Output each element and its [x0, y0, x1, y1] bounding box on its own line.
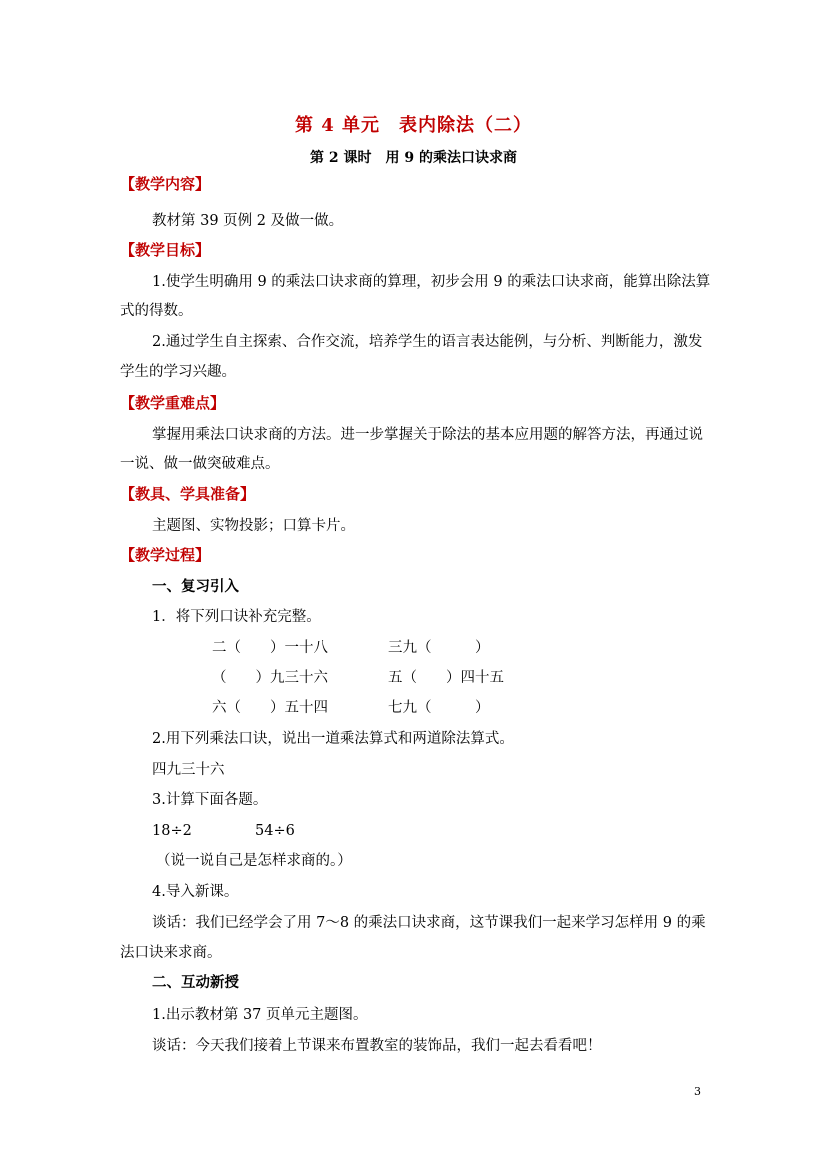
keypoints-text: 一说、做一做突破难点。 — [120, 456, 280, 472]
page-number: 3 — [694, 1085, 701, 1098]
talk-text: 谈话：今天我们接着上节课来布置教室的装饰品，我们一起去看看吧！ — [152, 1038, 602, 1054]
section-heading-process: 【教学过程】 — [120, 546, 211, 564]
goals-text: 式的得数。 — [120, 303, 193, 319]
unit-title: 第 4 单元 表内除法（二） — [294, 115, 533, 136]
question-1: 1．将下列口诀补充完整。 — [152, 609, 321, 625]
question-2-example: 四九三十六 — [152, 762, 225, 778]
section-heading-keypoints: 【教学重难点】 — [120, 394, 226, 412]
question-4: 4.导入新课。 — [152, 884, 239, 900]
section-heading-materials: 【教具、学具准备】 — [120, 485, 256, 503]
section-heading-content: 【教学内容】 — [120, 175, 211, 193]
fill-in-item: （ ）九三十六 — [212, 670, 328, 686]
fill-in-item: 三九（ ） — [388, 640, 490, 656]
question-3: 3.计算下面各题。 — [152, 792, 268, 808]
part2-title: 二、互动新授 — [152, 974, 239, 991]
lesson-subtitle: 第 2 课时 用 9 的乘法口诀求商 — [310, 150, 517, 166]
part2-item-1: 1.出示教材第 37 页单元主题图。 — [152, 1007, 368, 1023]
goals-text: 1.使学生明确用 9 的乘法口诀求商的算理，初步会用 9 的乘法口诀求商，能算出除法算 — [152, 274, 711, 290]
section-heading-goals: 【教学目标】 — [120, 241, 211, 259]
calculation-item: 18÷2 — [152, 823, 192, 839]
fill-in-item: 七九（ ） — [388, 700, 490, 716]
talk-text: 谈话：我们已经学会了用 7～8 的乘法口诀求商，这节课我们一起来学习怎样用 9 的乘 — [152, 915, 706, 931]
fill-in-item: 二（ ）一十八 — [212, 640, 328, 656]
goals-text: 2.通过学生自主探索、合作交流，培养学生的语言表达能例，与分析、判断能力，激发 — [152, 334, 703, 350]
talk-text: 法口诀来求商。 — [120, 945, 222, 961]
question-2: 2.用下列乘法口诀，说出一道乘法算式和两道除法算式。 — [152, 731, 514, 747]
content-text: 教材第 39 页例 2 及做一做。 — [152, 213, 344, 229]
part1-title: 一、复习引入 — [152, 578, 239, 595]
materials-text: 主题图、实物投影；口算卡片。 — [152, 518, 355, 534]
calculation-item: 54÷6 — [255, 823, 295, 839]
keypoints-text: 掌握用乘法口诀求商的方法。进一步掌握关于除法的基本应用题的解答方法，再通过说 — [152, 427, 703, 443]
question-3-note: （说一说自己是怎样求商的。） — [156, 853, 352, 869]
fill-in-item: 六（ ）五十四 — [212, 700, 328, 716]
fill-in-item: 五（ ）四十五 — [388, 670, 504, 686]
goals-text: 学生的学习兴趣。 — [120, 364, 236, 380]
